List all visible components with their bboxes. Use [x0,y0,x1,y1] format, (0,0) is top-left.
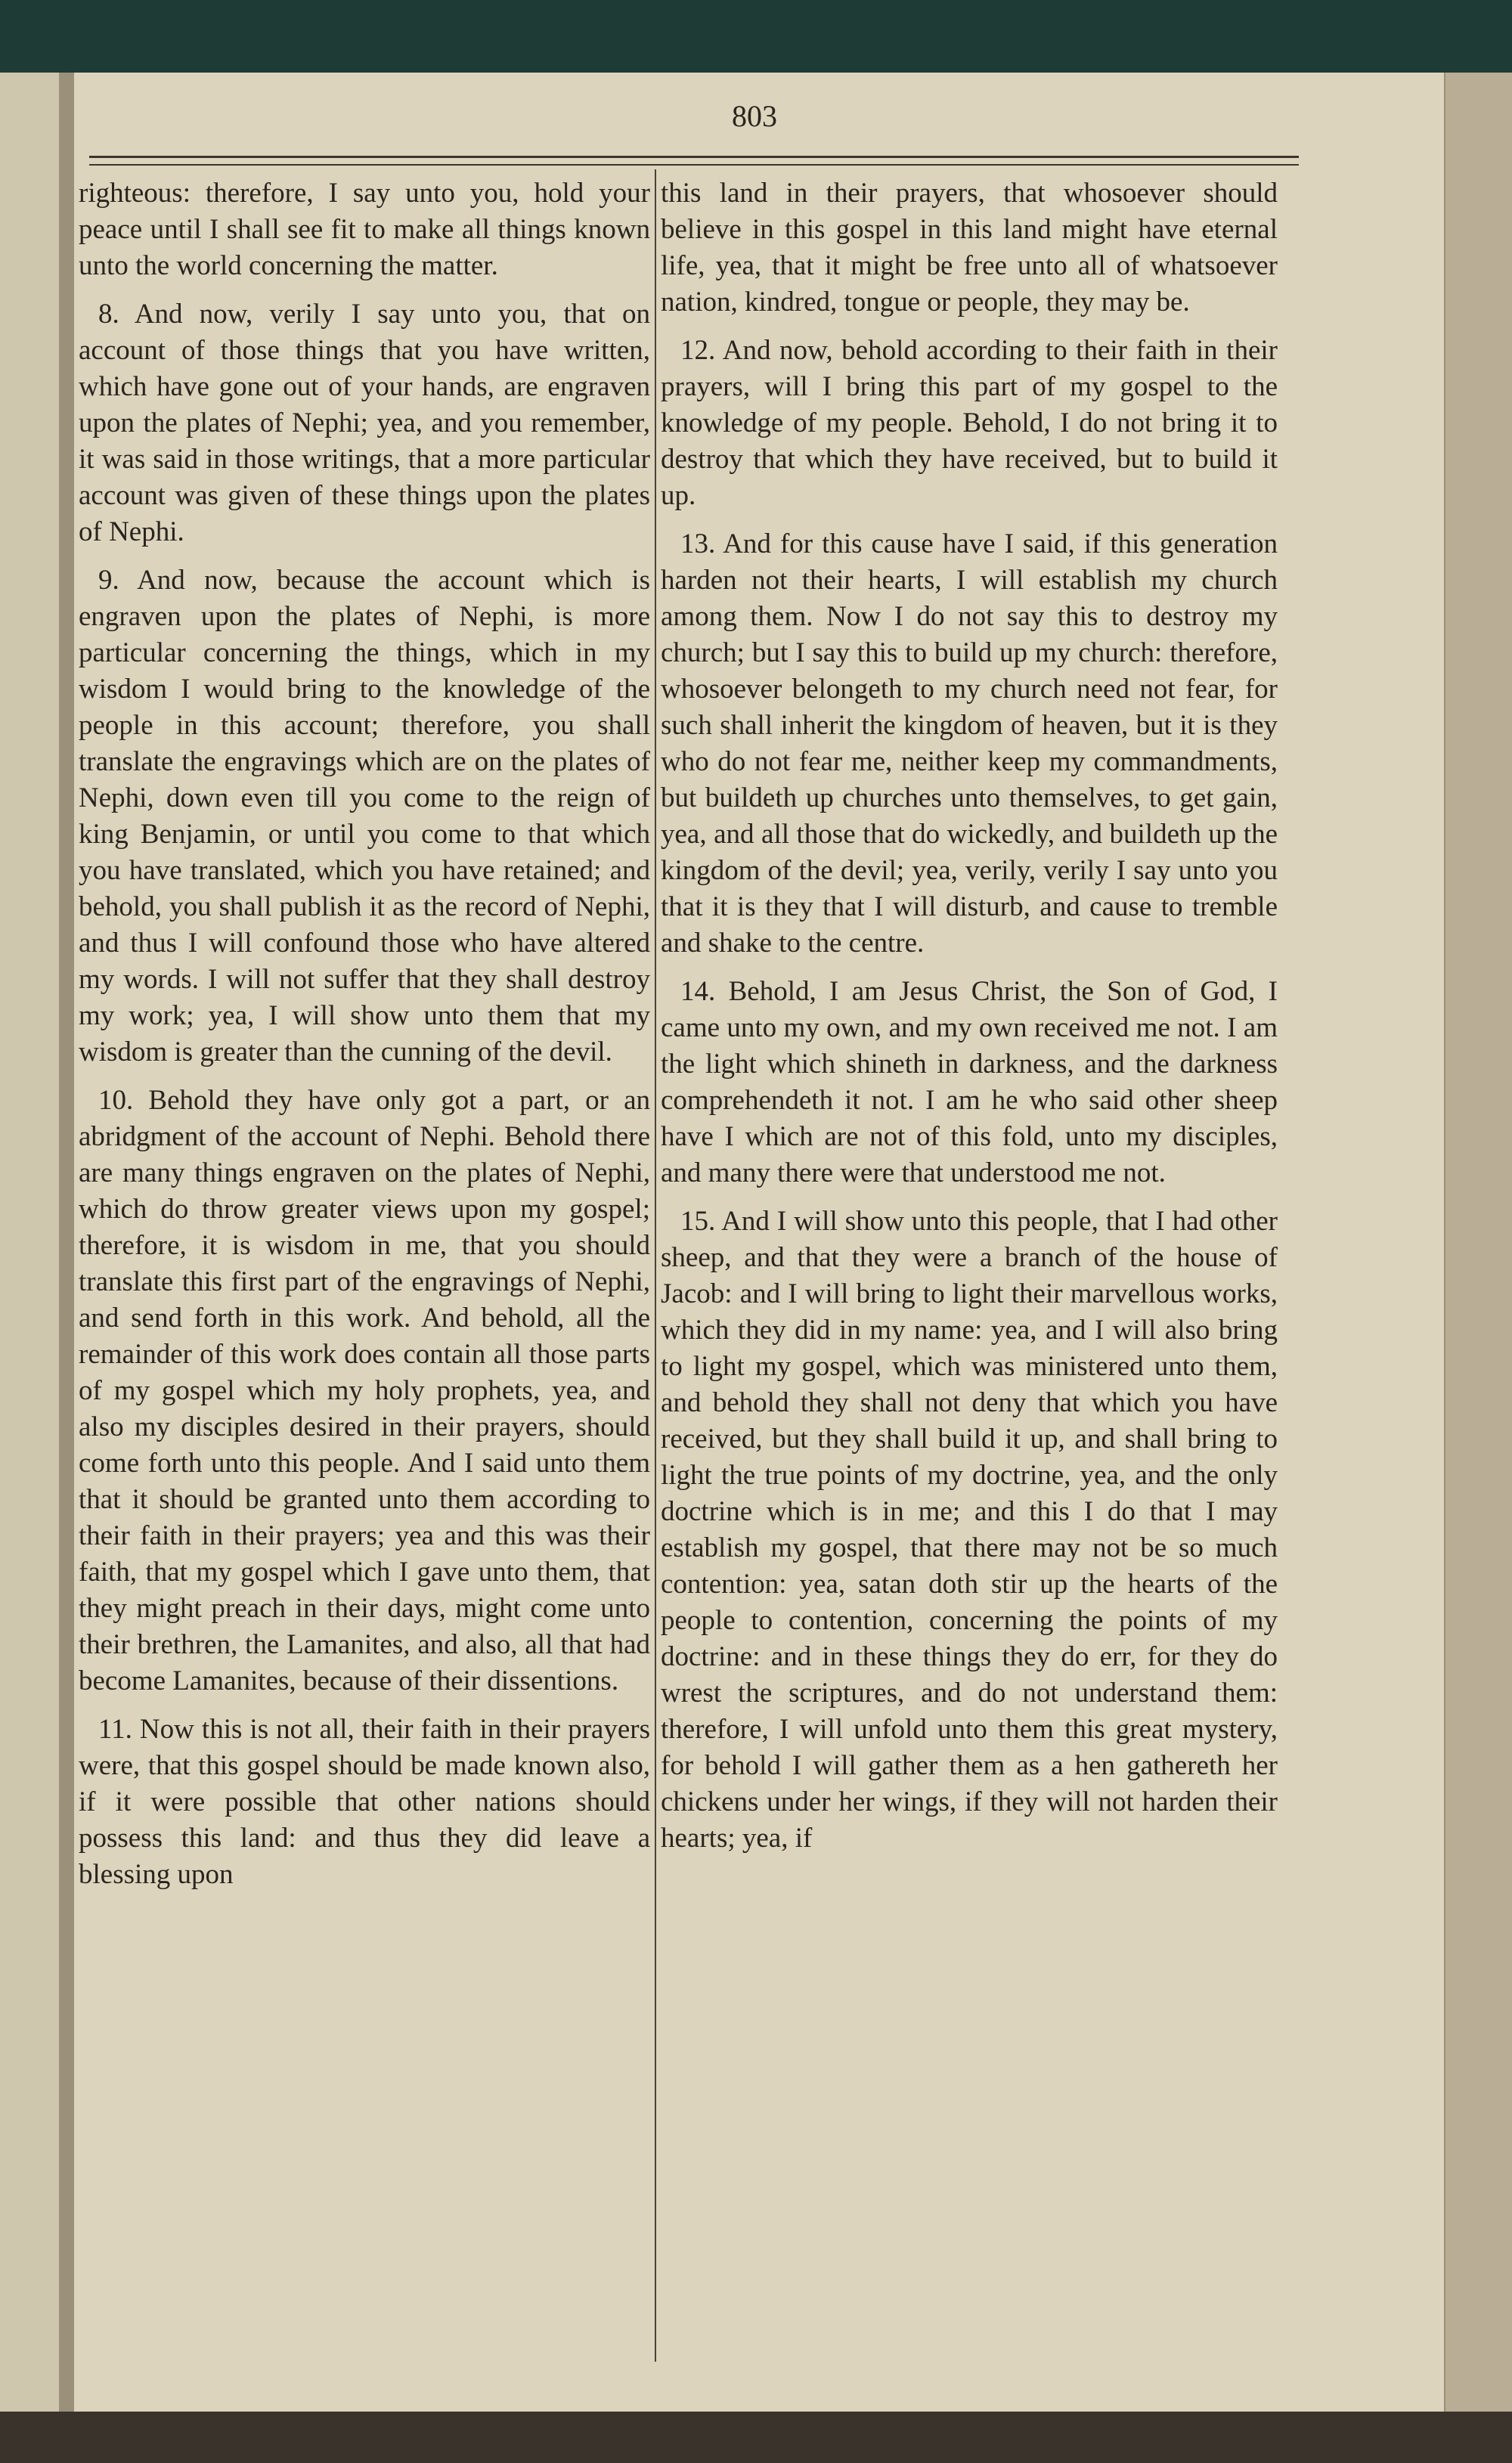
right-paragraph-continuation: this land in their prayers, that whosoever should believe in this gospel in this land might have eternal life, yea, that it might be free unto all of whatsoever nation, kindred, tongue or people, they may be. [661,178,1278,318]
left-paragraph-continuation: righteous: therefore, I say unto you, hold your peace until I shall see fit to make all things known unto the world concerning the matter. [79,178,650,281]
right-column [661,175,1278,2398]
verse-9: 9. And now, because the account which is engraven upon the plates of Nephi, is more particular concerning the things, which in my wisdom I would bring to the knowledge of the people in this account; therefore, you shall translate the engravings which are on the plates of Nephi, down even till you come to the reign of king Benjamin, or until you come to that which you have translated, which you have retained; and behold, you shall publish it as the record of Nephi, and thus I will confound those who have altered my words. I will not suffer that they shall destroy my work; yea, I will show unto them that my wisdom is greater than the cunning of the devil. [79,565,650,1067]
verse-14: 14. Behold, I am Jesus Christ, the Son of God, I came unto my own, and my own received me not. I am the light which shineth in darkness, and the darkness comprehendeth it not. I am he who said other sheep have I which are not of this fold, unto my disciples, and many there were that understood me not. [661,976,1278,1188]
verse-11: 11. Now this is not all, their faith in their prayers were, that this gospel should be made known also, if it were possible that other nations should possess this land: and thus they did leave a blessing upon [79,1714,650,1890]
book-bottom-edge [0,2412,1512,2463]
page-number: 803 [732,99,777,133]
binding-gutter [59,73,74,2446]
verse-13: 13. And for this cause have I said, if this generation harden not their hearts, I will establish my church among them. Now I do not say this to destroy my church; but I say this to build up my church: therefore, whosoever belongeth to my church need not fear, for such shall inherit the kingdom of heaven, but it is they who do not fear me, neither keep my commandments, but buildeth up churches unto themselves, to get gain, yea, and all those that do wickedly, and buildeth up the kingdom of the devil; yea, verily, verily I say unto you that it is they that I will disturb, and cause to tremble and shake to the centre. [661,528,1278,959]
verse-15: 15. And I will show unto this people, that I had other sheep, and that they were a branch of the house of Jacob: and I will bring to light their marvellous works, which they did in my name: yea, and I will also bring to light my gospel, which was ministered unto them, and behold they shall not deny that which you have received, but they shall build it up, and shall bring to light the true points of my doctrine, yea, and the only doctrine which is in me; and this I do that I may establish my gospel, that there may not be so much contention: yea, satan doth stir up the hearts of the people to contention, concerning the points of my doctrine: and in these things they do err, for they do wrest the scriptures, and do not understand them: therefore, I will unfold unto them this great mystery, for behold I will gather them as a hen gathereth her chickens under her wings, if they will not harden their hearts; yea, if [661,1206,1278,1854]
page-stack-edge [1444,73,1512,2446]
verse-8: 8. And now, verily I say unto you, that on account of those things that you have written, which have gone out of your hands, are engraven upon the plates of Nephi; yea, and you remember, it was said in those writings, that a more particular account was given of these things upon the plates of Nephi. [79,299,650,547]
book-cover-top-edge [0,0,1512,73]
column-divider [655,169,656,2362]
main-page [74,73,1444,2412]
left-column [79,175,650,2398]
facing-page-edge [0,73,61,2446]
header-rule [89,156,1299,166]
verse-10: 10. Behold they have only got a part, or an abridgment of the account of Nephi. Behold there are many things engraven on the plates of Nephi, which do throw greater views upon my gospel; therefore, it is wisdom in me, that you should translate this first part of the engravings of Nephi, and send forth in this work. And behold, all the remainder of this work does contain all those parts of my gospel which my holy prophets, yea, and also my disciples desired in their prayers, should come forth unto this people. And I said unto them that it should be granted unto them according to their faith in their prayers; yea and this was their faith, that my gospel which I gave unto them, that they might preach in their days, might come unto their brethren, the Lamanites, and also, all that had become Lamanites, because of their dissentions. [79,1085,650,1696]
verse-12: 12. And now, behold according to their faith in their prayers, will I bring this part of my gospel to the knowledge of my people. Behold, I do not bring it to destroy that which they have received, but to build it up. [661,335,1278,511]
